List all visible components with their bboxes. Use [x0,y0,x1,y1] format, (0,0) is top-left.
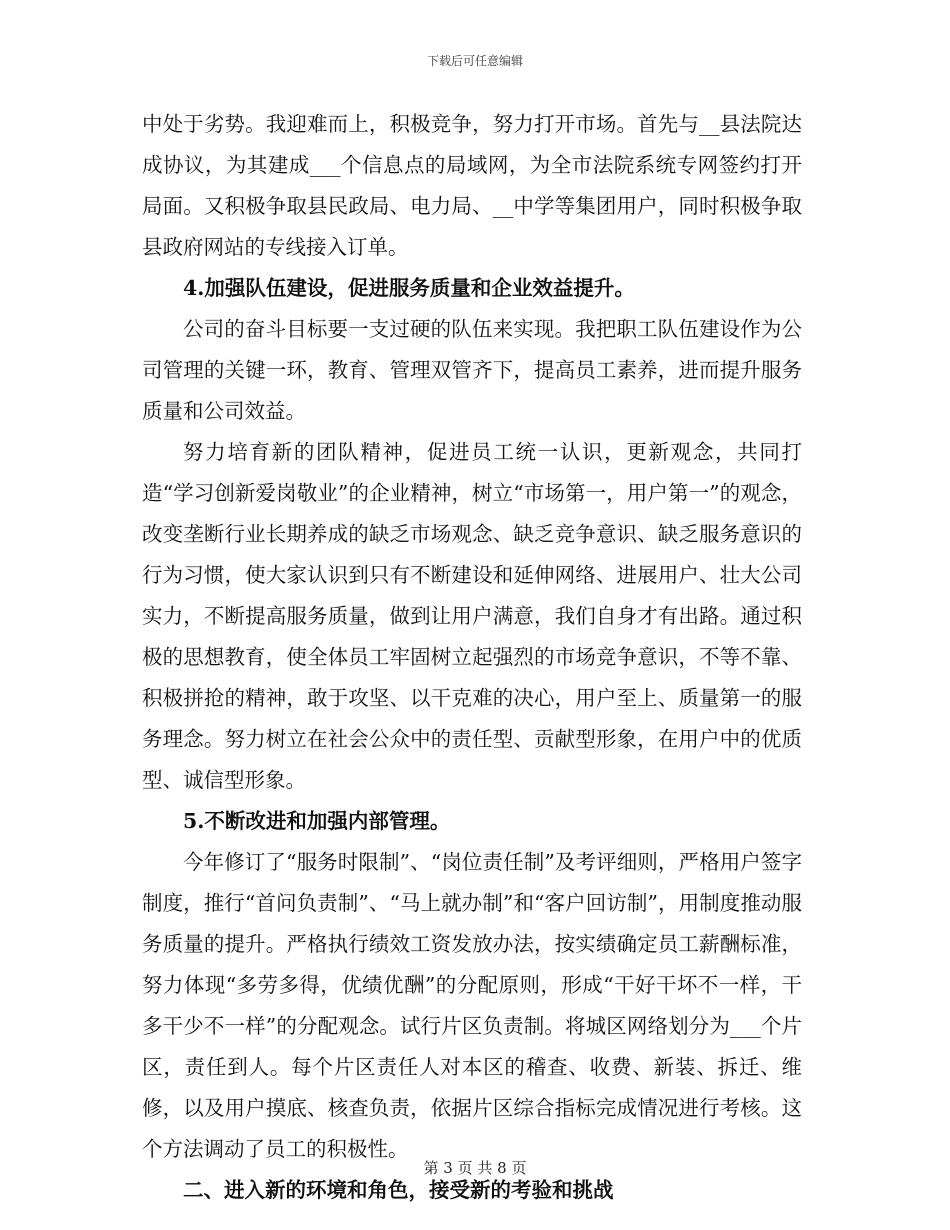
paragraph-market-continuation: 中处于劣势。我迎难而上，积极竞争，努力打开市场。首先与__县法院达成协议，为其建成___个信息点的局域网，为全市法院系统专网签约打开局面。又积极争取县民政局、电力局、__中学等集团用户，同时积极争取县政府网站的专线接入订单。 [142,112,802,259]
document-body [142,104,802,1211]
paragraph-team-spirit: 努力培育新的团队精神，促进员工统一认识，更新观念，共同打造“学习创新爱岗敬业”的企业精神，树立“市场第一，用户第一”的观念，改变垄断行业长期养成的缺乏市场观念、缺乏竞争意识、缺乏服务意识的行为习惯，使大家认识到只有不断建设和延伸网络、进展用户、壮大公司实力，不断提高服务质量，做到让用户满意，我们自身才有出路。通过积极的思想教育，使全体员工牢固树立起强烈的市场竞争意识，不等不靠、积极拼抢的精神，敢于攻坚、以干克难的决心，用户至上、质量第一的服务理念。努力树立在社会公众中的责任型、贡献型形象，在用户中的优质型、诚信型形象。 [142,440,802,792]
page-footer: 第 3 页 共 8 页 [423,1159,527,1177]
section-heading-internal-management: 5.不断改进和加强内部管理。 [183,809,451,833]
paragraph-team-goal: 公司的奋斗目标要一支过硬的队伍来实现。我把职工队伍建设作为公司管理的关键一环，教育、管理双管齐下，提高员工素养，进而提升服务质量和公司效益。 [142,317,802,423]
paragraph-management-rules: 今年修订了“服务时限制”、“岗位责任制”及考评细则，严格用户签字制度，推行“首问负责制”、“马上就办制”和“客户回访制”，用制度推动服务质量的提升。严格执行绩效工资发放办法，按实绩确定员工薪酬标准，努力体现“多劳多得，优绩优酬”的分配原则，形成“干好干坏不一样，干多干少不一样”的分配观念。试行片区负责制。将城区网络划分为___个片区，责任到人。每个片区责任人对本区的稽查、收费、新装、拆迁、维修，以及用户摸底、核查负责，依据片区综合指标完成情况进行考核。这个方法调动了员工的积极性。 [142,850,802,1161]
section-heading-team-building: 4.加强队伍建设，促进服务质量和企业效益提升。 [183,276,635,300]
page-header: 下载后可任意编辑 [426,54,523,68]
section-heading-new-challenges: 二、进入新的环境和角色，接受新的考验和挑战 [183,1178,614,1202]
